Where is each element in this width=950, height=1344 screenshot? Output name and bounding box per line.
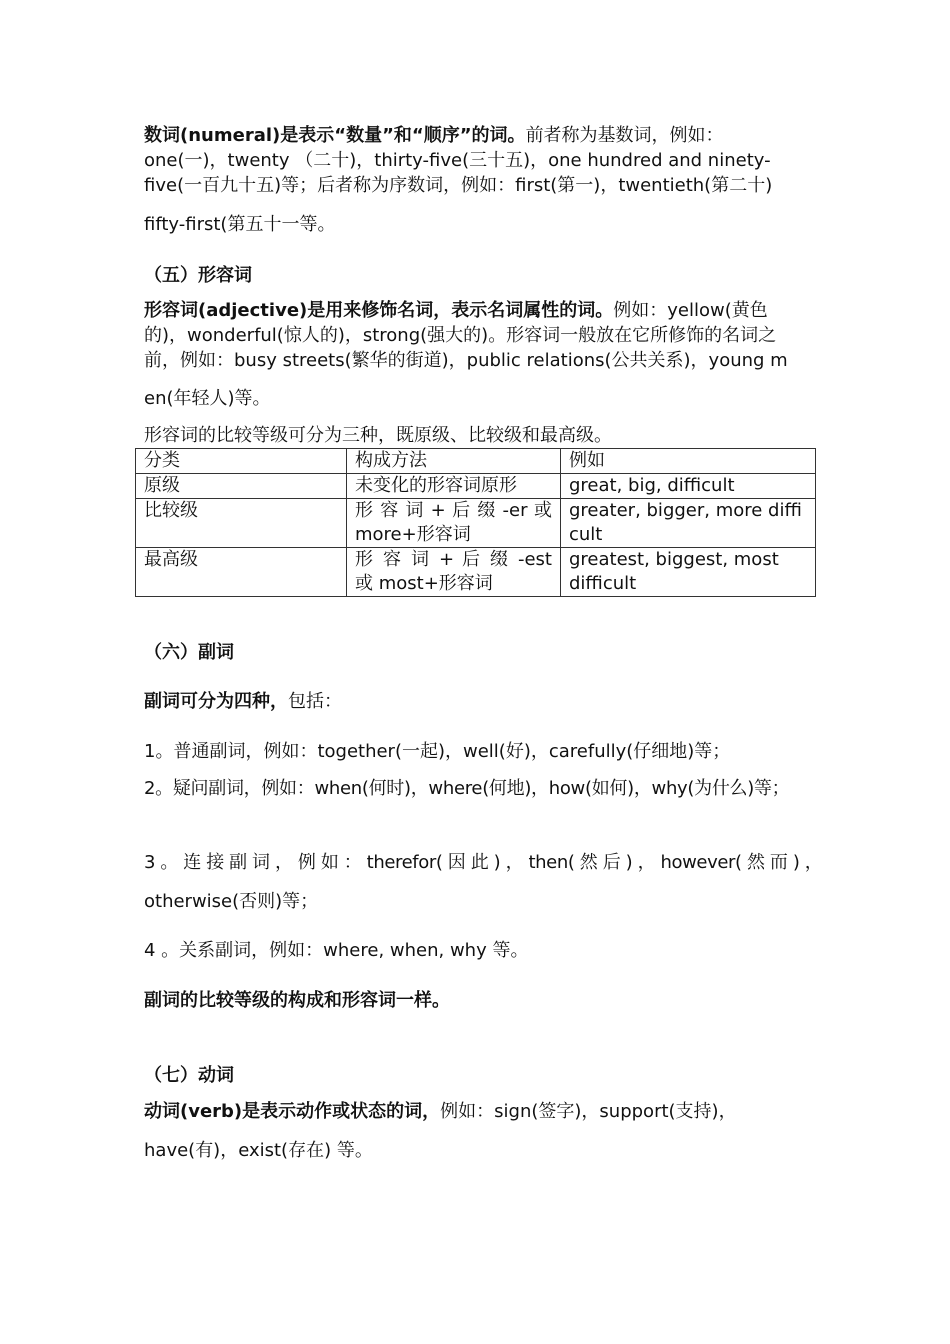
numeral-line-4: fifty-first(第五十一等。	[144, 214, 336, 235]
adjective-line-3: 前，例如：busy streets(繁华的街道)，public relations(公共关系)，young m	[144, 350, 788, 371]
adverb-item-1: 1。普通副词，例如：together(一起)，well(好)，carefully(仔细地)等；	[144, 741, 731, 762]
verb-line-2: have(有)，exist(存在) 等。	[144, 1140, 373, 1161]
table-row	[136, 474, 816, 499]
comparison-table	[135, 448, 816, 597]
verb-definition: 动词(verb)是表示动作或状态的词，	[144, 1101, 441, 1122]
adjective-line-1	[144, 298, 814, 323]
table-cell-method: 未变化的形容词原形	[347, 474, 561, 499]
table-cell-method: 形 容 词 + 后 缀 -er 或 more+形容词	[347, 499, 561, 548]
adverb-item-3-line-2: otherwise(否则)等；	[144, 891, 319, 912]
adjective-paragraph	[144, 298, 814, 373]
verb-line-1	[144, 1099, 814, 1124]
adverb-item-2: 2。疑问副词，例如：when(何时)，where(何地)，how(如何)，why(为什么)等；	[144, 778, 790, 799]
numeral-line-1-rest: 前者称为基数词，例如：	[525, 125, 724, 146]
numeral-definition: 数词(numeral)是表示“数量”和“顺序”的词。	[144, 125, 526, 146]
adverb-item-3-line-1: 3 。 连 接 副 词 ， 例 如 ： therefor( 因 此 ) ， then( 然 后 ) ， however( 然 而 ) ，	[144, 852, 823, 873]
table-cell-example: greater, bigger, more difficult	[561, 499, 816, 548]
adverb-intro-rest: 包括：	[288, 691, 342, 712]
adverb-intro	[144, 689, 814, 714]
table-cell-method: 形 容 词 + 后 缀 -est 或 most+形容词	[347, 548, 561, 597]
adjective-line-4: en(年轻人)等。	[144, 388, 271, 409]
table-header-method: 构成方法	[347, 449, 561, 474]
table-header-example: 例如	[561, 449, 816, 474]
adjective-line-2: 的)，wonderful(惊人的)，strong(强大的)。形容词一般放在它所修饰的名词之	[144, 325, 777, 346]
section-heading-adverb: （六）副词	[144, 642, 234, 663]
numeral-line-1	[144, 123, 814, 148]
comparison-intro: 形容词的比较等级可分为三种，既原级、比较级和最高级。	[144, 425, 612, 446]
table-cell-example: great, big, difficult	[561, 474, 816, 499]
table-cell-example: greatest, biggest, most difficult	[561, 548, 816, 597]
table-header-row	[136, 449, 816, 474]
table-header-category: 分类	[136, 449, 347, 474]
table-cell-category: 最高级	[136, 548, 347, 597]
numeral-line-3: five(一百九十五)等；后者称为序数词，例如：first(第一)，twentieth(第二十)	[144, 175, 773, 196]
adverb-intro-bold: 副词可分为四种，	[144, 691, 288, 712]
verb-line-1-rest: 例如：sign(签字)，support(支持)，	[440, 1101, 737, 1122]
table-cell-category: 比较级	[136, 499, 347, 548]
section-heading-adjective: （五）形容词	[144, 265, 252, 286]
adverb-comparison: 副词的比较等级的构成和形容词一样。	[144, 990, 450, 1011]
table-row	[136, 548, 816, 597]
adjective-definition: 形容词(adjective)是用来修饰名词，表示名词属性的词。	[144, 300, 614, 321]
table-row	[136, 499, 816, 548]
adjective-line-1-rest: 例如：yellow(黄色	[613, 300, 768, 321]
numeral-paragraph	[144, 123, 814, 198]
numeral-line-2: one(一)，twenty （二十)，thirty-five(三十五)，one hundred and ninety-	[144, 150, 771, 171]
table-cell-category: 原级	[136, 474, 347, 499]
section-heading-verb: （七）动词	[144, 1065, 234, 1086]
adverb-item-4: 4 。关系副词，例如：where, when, why 等。	[144, 940, 529, 961]
